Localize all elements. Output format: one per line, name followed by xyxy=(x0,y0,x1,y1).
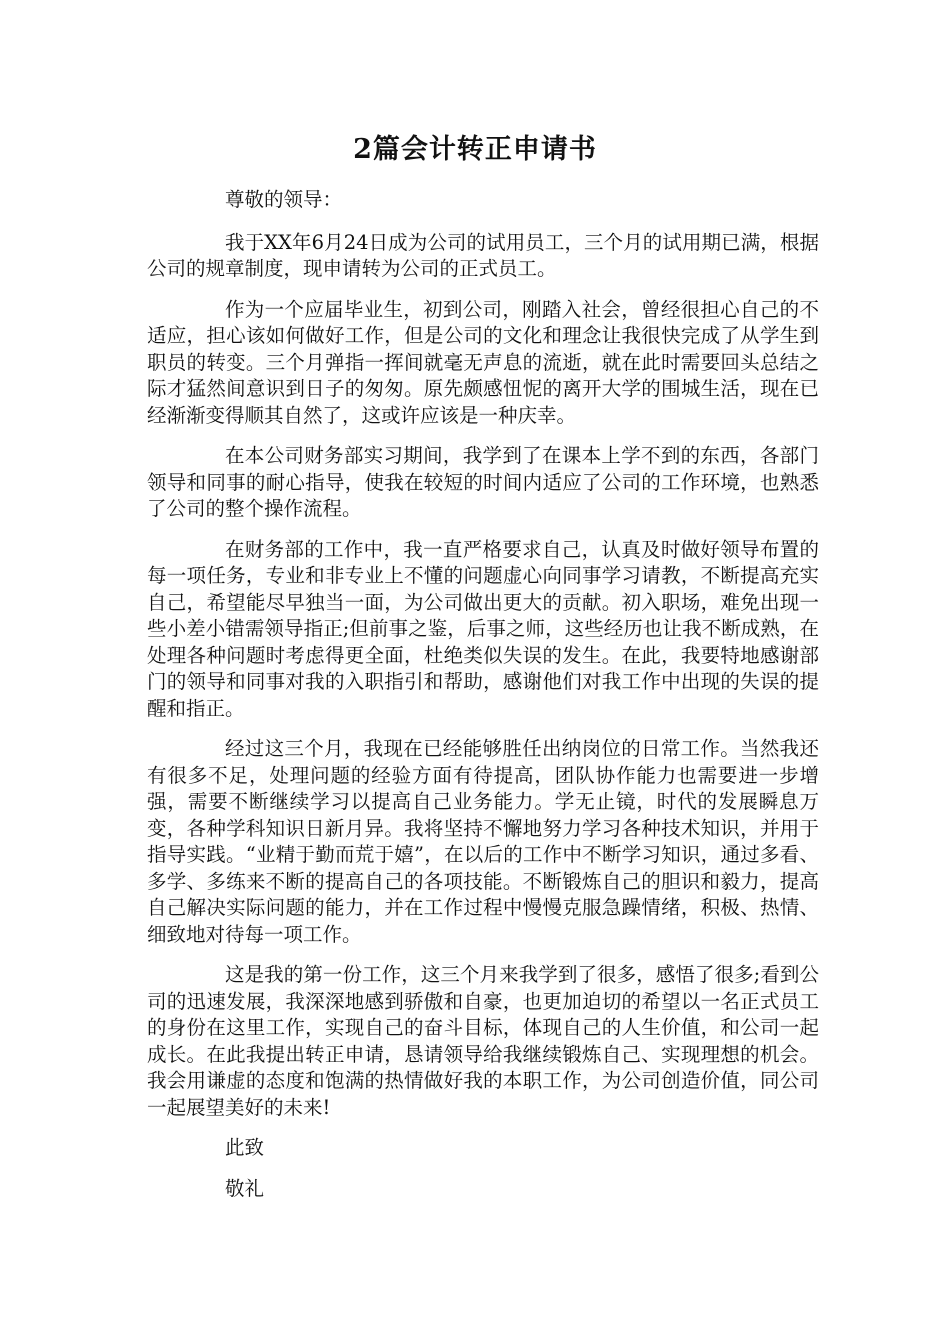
closing-line-2: 敬礼 xyxy=(225,1176,265,1200)
letter-body xyxy=(147,187,819,1216)
body-paragraph-2: 作为一个应届毕业生，初到公司，刚踏入社会，曾经很担心自己的不适应，担心该如何做好工作，但是公司的文化和理念让我很快完成了从学生到职员的转变。三个月弹指一挥间就毫无声息的流逝，就在此时需要回头总结之际才猛然间意识到日子的匆匆。原先颇感忸怩的离开大学的围城生活，现在已经渐渐变得顺其自然了，这或许应该是一种庆幸。 xyxy=(147,297,819,427)
body-paragraph-3: 在本公司财务部实习期间，我学到了在课本上学不到的东西，各部门领导和同事的耐心指导，使我在较短的时间内适应了公司的工作环境，也熟悉了公司的整个操作流程。 xyxy=(147,444,819,520)
body-paragraph-5: 经过这三个月，我现在已经能够胜任出纳岗位的日常工作。当然我还有很多不足，处理问题的经验方面有待提高，团队协作能力也需要进一步增强，需要不断继续学习以提高自己业务能力。学无止镜，时代的发展瞬息万变，各种学科知识日新月异。我将坚持不懈地努力学习各种技术知识，并用于指导实践。“业精于勤而荒于嬉”，在以后的工作中不断学习知识，通过多看、多学、多练来不断的提高自己的各项技能。不断锻炼自己的胆识和毅力，提高自己解决实际问题的能力，并在工作过程中慢慢克服急躁情绪，积极、热情、细致地对待每一项工作。 xyxy=(147,737,819,946)
salutation: 尊敬的领导： xyxy=(225,188,343,211)
body-paragraph-4: 在财务部的工作中，我一直严格要求自己，认真及时做好领导布置的每一项任务，专业和非专业上不懂的问题虚心向同事学习请教，不断提高充实自己，希望能尽早独当一面，为公司做出更大的贡献。初入职场，难免出现一些小差小错需领导指正;但前事之鉴，后事之师，这些经历也让我不断成熟，在处理各种问题时考虑得更全面，杜绝类似失误的发生。在此，我要特地感谢部门的领导和同事对我的入职指引和帮助，感谢他们对我工作中出现的失误的提醒和指正。 xyxy=(147,537,819,720)
body-paragraph-6: 这是我的第一份工作，这三个月来我学到了很多，感悟了很多;看到公司的迅速发展，我深深地感到骄傲和自豪，也更加迫切的希望以一名正式员工的身份在这里工作，实现自己的奋斗目标，体现自己的人生价值，和公司一起成长。在此我提出转正申请，恳请领导给我继续锻炼自己、实现理想的机会。我会用谦虚的态度和饱满的热情做好我的本职工作，为公司创造价值，同公司一起展望美好的未来! xyxy=(147,963,819,1119)
body-paragraph-1: 我于XX年6月24日成为公司的试用员工，三个月的试用期已满，根据公司的规章制度，现申请转为公司的正式员工。 xyxy=(147,230,819,280)
closing-line-1: 此致 xyxy=(225,1136,265,1159)
page-title: 2篇会计转正申请书 xyxy=(353,134,597,165)
